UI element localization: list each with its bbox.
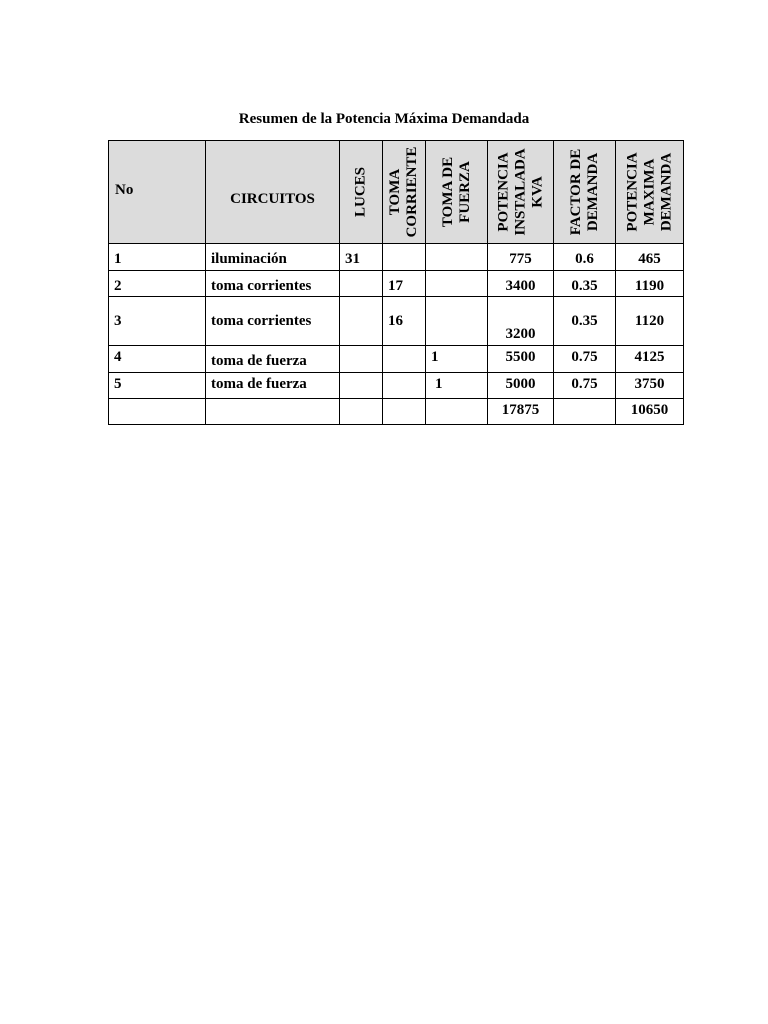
cell-no: 2 xyxy=(109,271,206,297)
cell-potencia: 3200 xyxy=(488,297,554,346)
cell-circuito xyxy=(206,399,340,425)
table-header-row xyxy=(109,141,684,244)
cell-no: 5 xyxy=(109,373,206,399)
cell-fuerza xyxy=(426,244,488,271)
cell-luces xyxy=(340,346,383,373)
cell-fuerza xyxy=(426,271,488,297)
header-factor-demanda: FACTOR DE DEMANDA xyxy=(554,141,616,244)
total-potencia: 17875 xyxy=(488,399,554,425)
cell-fuerza: 1 xyxy=(426,373,488,399)
total-maxima: 10650 xyxy=(616,399,684,425)
cell-potencia: 5000 xyxy=(488,373,554,399)
table-row xyxy=(109,373,684,399)
cell-circuito: toma corrientes xyxy=(206,271,340,297)
table-row xyxy=(109,244,684,271)
cell-fuerza xyxy=(426,297,488,346)
totals-row xyxy=(109,399,684,425)
cell-fuerza xyxy=(426,399,488,425)
cell-maxima: 465 xyxy=(616,244,684,271)
cell-luces: 31 xyxy=(340,244,383,271)
cell-toma xyxy=(383,373,426,399)
demand-summary-table xyxy=(108,140,684,425)
cell-factor: 0.35 xyxy=(554,271,616,297)
cell-toma: 17 xyxy=(383,271,426,297)
cell-luces xyxy=(340,271,383,297)
cell-toma xyxy=(383,244,426,271)
cell-maxima: 4125 xyxy=(616,346,684,373)
cell-no: 3 xyxy=(109,297,206,346)
header-potencia-maxima: POTENCIA MAXIMA DEMANDA xyxy=(616,141,684,244)
cell-factor: 0.6 xyxy=(554,244,616,271)
cell-factor: 0.75 xyxy=(554,373,616,399)
cell-potencia: 3400 xyxy=(488,271,554,297)
cell-toma xyxy=(383,346,426,373)
header-toma-fuerza: TOMA DE FUERZA xyxy=(426,141,488,244)
header-potencia-instalada: POTENCIA INSTALADA KVA xyxy=(488,141,554,244)
cell-maxima: 3750 xyxy=(616,373,684,399)
cell-potencia: 5500 xyxy=(488,346,554,373)
cell-no xyxy=(109,399,206,425)
cell-fuerza: 1 xyxy=(426,346,488,373)
cell-toma xyxy=(383,399,426,425)
header-circuitos: CIRCUITOS xyxy=(206,141,340,244)
page-title: Resumen de la Potencia Máxima Demandada xyxy=(238,111,530,127)
header-toma-corriente: TOMA CORRIENTE xyxy=(383,141,426,244)
cell-factor xyxy=(554,399,616,425)
cell-factor: 0.35 xyxy=(554,297,616,346)
cell-luces xyxy=(340,297,383,346)
cell-circuito: toma de fuerza xyxy=(206,346,340,373)
table-row xyxy=(109,271,684,297)
cell-factor: 0.75 xyxy=(554,346,616,373)
header-luces: LUCES xyxy=(340,141,383,244)
cell-circuito: toma de fuerza xyxy=(206,373,340,399)
header-no: No xyxy=(109,141,206,244)
cell-circuito: iluminación xyxy=(206,244,340,271)
cell-potencia: 775 xyxy=(488,244,554,271)
table-row xyxy=(109,346,684,373)
cell-toma: 16 xyxy=(383,297,426,346)
cell-maxima: 1190 xyxy=(616,271,684,297)
cell-circuito: toma corrientes xyxy=(206,297,340,346)
table-row xyxy=(109,297,684,346)
cell-no: 1 xyxy=(109,244,206,271)
cell-luces xyxy=(340,399,383,425)
cell-luces xyxy=(340,373,383,399)
cell-no: 4 xyxy=(109,346,206,373)
cell-maxima: 1120 xyxy=(616,297,684,346)
